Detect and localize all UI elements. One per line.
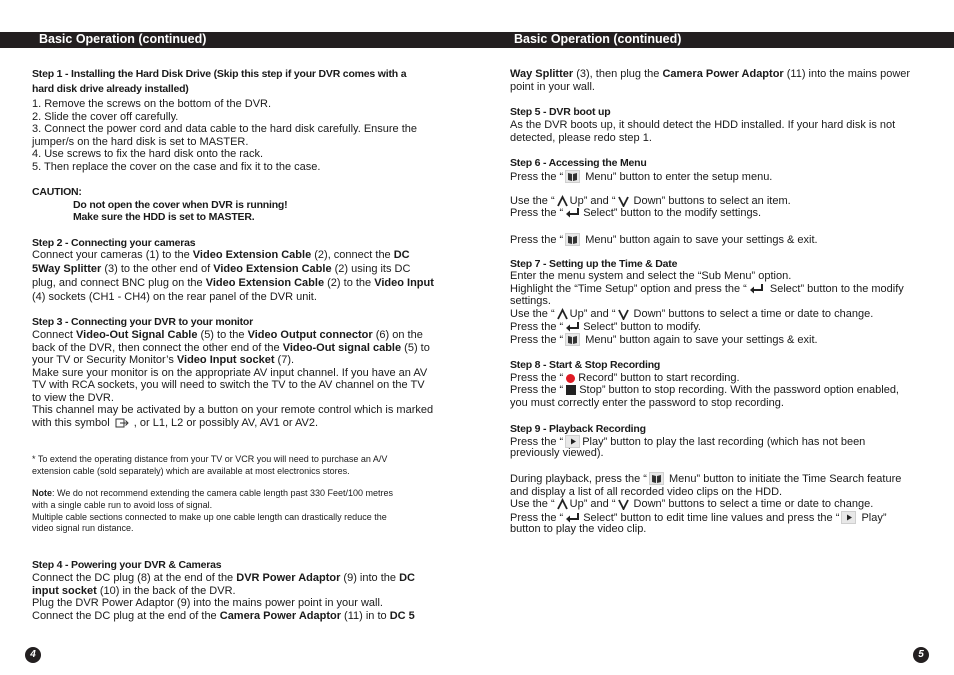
page-number-left: 4 — [25, 647, 41, 663]
menu-book-icon — [565, 333, 580, 346]
note-line: video signal run distance. — [32, 523, 134, 533]
step5-heading: Step 5 - DVR boot up — [510, 106, 611, 118]
caution-line: Do not open the cover when DVR is running! — [73, 199, 288, 211]
step8-line: Press the “ Record” button to start recording. — [510, 372, 740, 388]
step1-heading: Step 1 - Installing the Hard Disk Drive (Skip this step if your DVR comes with a — [32, 68, 407, 80]
left-page-header: Basic Operation (continued) — [39, 32, 207, 46]
step9-line: previously viewed). — [510, 447, 604, 459]
step1-line: 3. Connect the power cord and data cable to the hard disk carefully. Ensure the — [32, 123, 418, 135]
step1-line: 5. Then replace the cover on the case and fix it to the case. — [32, 160, 321, 173]
footnote-line: extension cable (sold separately) which are available at most electronics stores. — [32, 466, 350, 476]
caution-label: CAUTION: — [32, 186, 82, 198]
enter-arrow-icon — [749, 283, 765, 299]
step7-line: Press the “ Select” button to modify. — [510, 321, 701, 337]
step6-line: Press the “ Select” button to the modify settings. — [510, 207, 761, 223]
note-line: with a single cable run to avoid loss of signal. — [32, 500, 213, 510]
step4-line: Connect the DC plug (8) at the end of the DVR Power Adaptor (9) into the DC — [32, 572, 415, 584]
note-line: Multiple cable sections connected to make up one cable length can drastically reduce the — [32, 512, 387, 522]
step2-line: (4) sockets (CH1 - CH4) on the rear panel of the DVR unit. — [32, 291, 317, 303]
step2-line: Connect your cameras (1) to the Video Extension Cable (2), connect the DC — [32, 249, 410, 261]
step6-line: Use the “ Up” and “ Down” buttons to select an item. — [510, 195, 791, 211]
step3-heading: Step 3 - Connecting your DVR to your monitor — [32, 316, 254, 328]
footnote-line: * To extend the operating distance from your TV or VCR you will need to purchase an A/V — [32, 454, 388, 464]
step9-line: Use the “ Up” and “ Down” buttons to select a time or date to change. — [510, 498, 873, 514]
step2-heading: Step 2 - Connecting your cameras — [32, 237, 196, 249]
step4-line: Plug the DVR Power Adaptor (9) into the mains power point in your wall. — [32, 597, 383, 609]
step3-line: to view the DVR. — [32, 391, 114, 404]
play-icon — [565, 435, 580, 448]
step1-line: 1. Remove the screws on the bottom of the DVR. — [32, 98, 272, 110]
step7-line: Enter the menu system and select the “Sub Menu” option. — [510, 270, 792, 282]
step5-line: As the DVR boots up, it should detect the HDD installed. If your hard disk is not — [510, 119, 896, 131]
step8-line: Press the “ Stop” button to stop recording. With the password option enabled, — [510, 384, 899, 400]
continued-line: point in your wall. — [510, 80, 595, 93]
caution-line: Make sure the HDD is set to MASTER. — [73, 211, 255, 223]
step8-line: you must correctly enter the password to stop recording. — [510, 396, 784, 409]
menu-book-icon — [565, 233, 580, 246]
step9-line: button to play the video clip. — [510, 523, 647, 535]
step9-line: Press the “ Play” button to play the last recording (which has not been — [510, 435, 866, 448]
right-page-header: Basic Operation (continued) — [514, 32, 682, 46]
step1-line: 4. Use screws to fix the hard disk onto the rack. — [32, 148, 264, 160]
enter-arrow-icon — [565, 207, 581, 223]
step1-line: jumper/s on the hard disk is set to MASTER. — [32, 135, 249, 148]
step4-line: input socket (10) in the back of the DVR. — [32, 584, 236, 597]
continued-line: Way Splitter (3), then plug the Camera Power Adaptor (11) into the mains power — [510, 68, 911, 80]
step4-line: Connect the DC plug at the end of the Camera Power Adaptor (11) in to DC 5 — [32, 609, 415, 622]
step9-line: Press the “ Select” button to edit time line values and press the “ Play” — [510, 511, 887, 528]
step3-line: with this symbol , or L1, L2 or possibly AV, AV1 or AV2. — [32, 417, 318, 433]
step9-line: and display a list of all recorded video clips on the HDD. — [510, 485, 783, 498]
step1-heading-cont: hard disk drive already installed) — [32, 83, 189, 95]
step6-heading: Step 6 - Accessing the Menu — [510, 157, 647, 169]
step3-line: your TV or Security Monitor’s Video Input socket (7). — [32, 354, 295, 366]
step6-line: Press the “ Menu” button to enter the setup menu. — [510, 170, 773, 183]
menu-book-icon — [565, 170, 580, 183]
step9-line: During playback, press the “ Menu” button to initiate the Time Search feature — [510, 473, 902, 485]
step4-heading: Step 4 - Powering your DVR & Cameras — [32, 559, 222, 571]
page-number-right: 5 — [913, 647, 929, 663]
step8-heading: Step 8 - Start & Stop Recording — [510, 359, 661, 371]
step1-line: 2. Slide the cover off carefully. — [32, 110, 179, 123]
step7-line: Use the “ Up” and “ Down” buttons to select a time or date to change. — [510, 308, 873, 324]
menu-book-icon — [649, 472, 664, 485]
step9-heading: Step 9 - Playback Recording — [510, 423, 646, 435]
step5-line: detected, please redo step 1. — [510, 131, 652, 144]
step3-line: TV with RCA sockets, you will need to switch the TV to the AV channel on the TV — [32, 379, 425, 391]
step7-line: Highlight the “Time Setup” option and press the “ Select” button to the modify — [510, 283, 904, 299]
av-input-icon — [115, 417, 129, 433]
step6-line: Press the “ Menu” button again to save your settings & exit. — [510, 233, 818, 246]
step7-line: settings. — [510, 295, 551, 307]
step3-line: Connect Video-Out Signal Cable (5) to the Video Output connector (6) on the — [32, 329, 423, 341]
play-icon — [841, 511, 856, 524]
step3-line: Make sure your monitor is on the appropriate AV input channel. If you have an AV — [32, 366, 428, 379]
step7-heading: Step 7 - Setting up the Time & Date — [510, 258, 678, 270]
step3-line: back of the DVR, then connect the other end of the Video-Out signal cable (5) to — [32, 341, 430, 354]
step2-line: plug, and connect BNC plug on the Video Extension Cable (2) to the Video Input — [32, 277, 434, 289]
step2-line: 5Way Splitter (3) to the other end of Video Extension Cable (2) using its DC — [32, 263, 411, 275]
step3-line: This channel may be activated by a button on your remote control which is marked — [32, 404, 434, 416]
step7-line: Press the “ Menu” button again to save your settings & exit. — [510, 334, 818, 346]
note-line: Note: We do not recommend extending the camera cable length past 330 Feet/100 metres — [32, 488, 394, 498]
